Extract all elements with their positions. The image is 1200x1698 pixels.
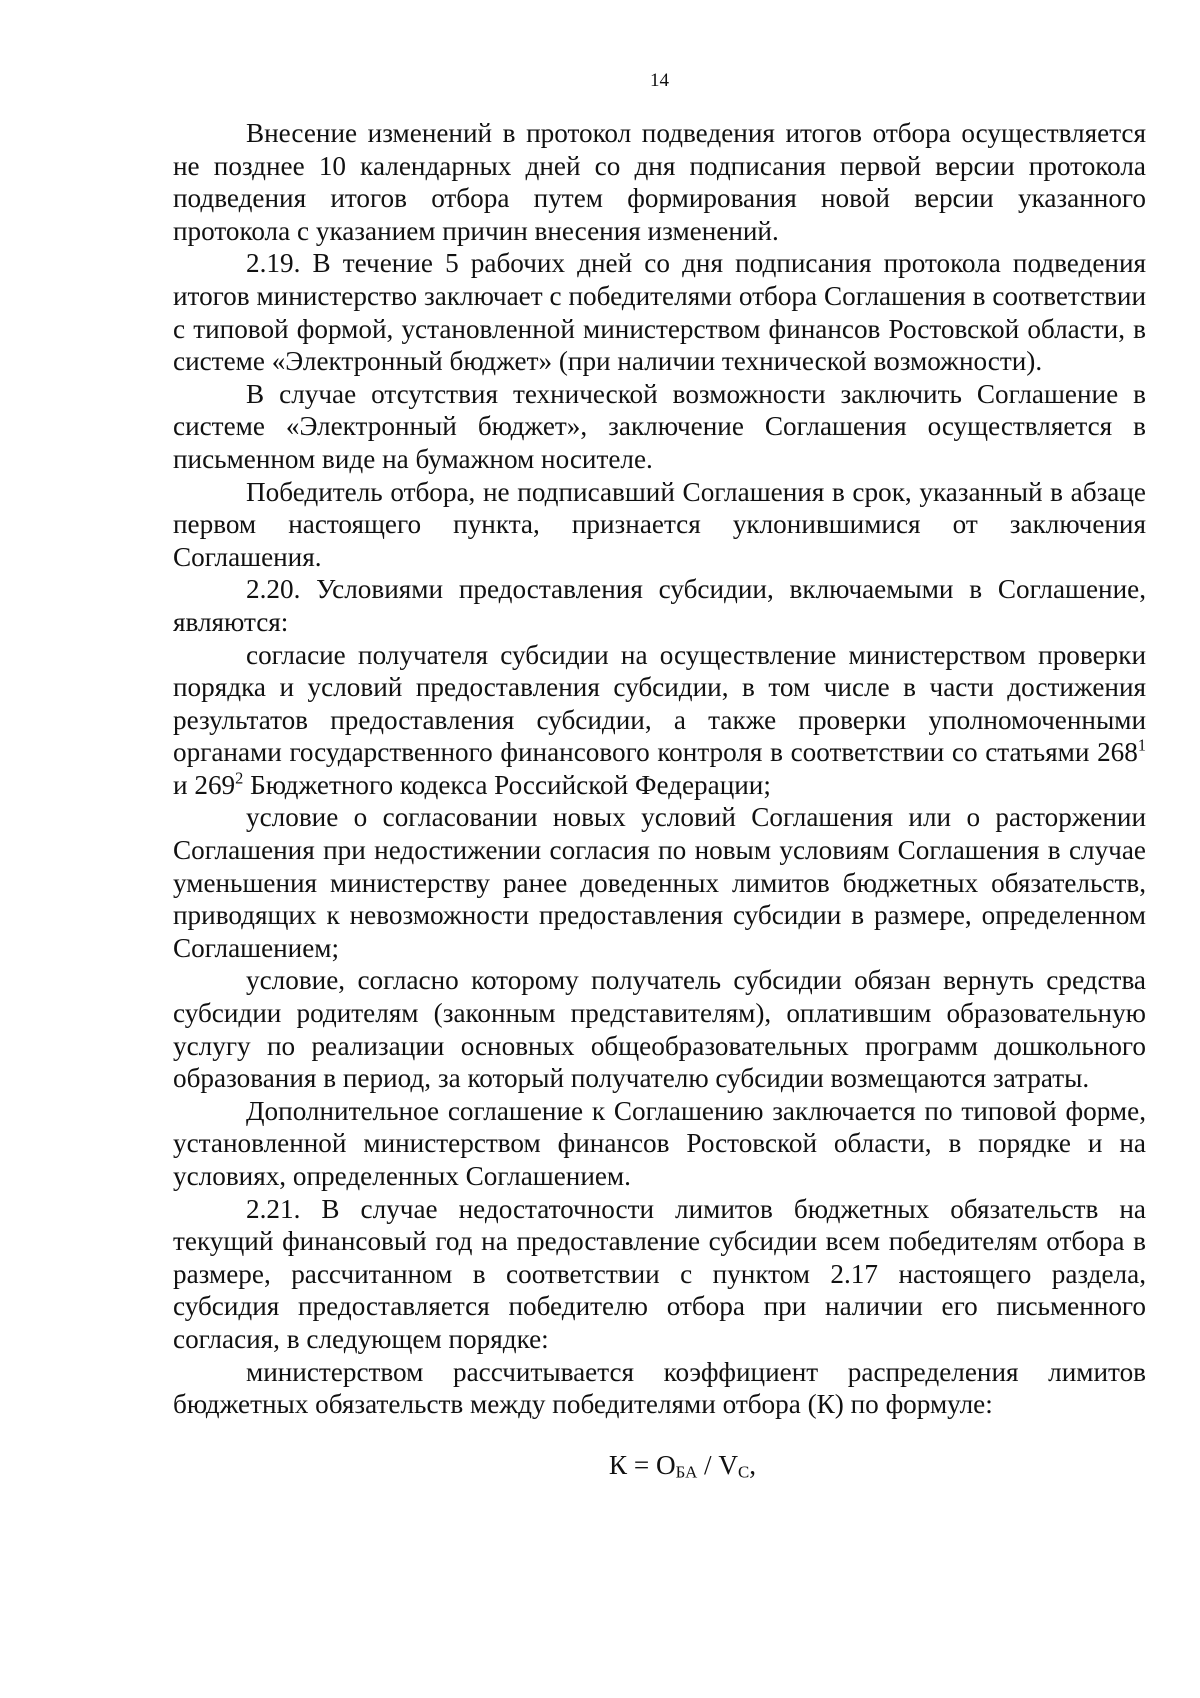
document-body — [173, 117, 1146, 1489]
paragraph: 2.19. В течение 5 рабочих дней со дня подписания протокола подведения итогов министерство заключает с победителями отбора Соглашения в соответствии с типовой формой, установленной министерством финансов Ростовской области, в системе «Электронный бюджет» (при наличии технической возможности). — [173, 248, 1146, 377]
paragraph: 2.21. В случае недостаточности лимитов бюджетных обязательств на текущий финансовый год на предоставление субсидии всем победителям отбора в размере, рассчитанном в соответствии с пунктом 2.17 настоящего раздела, субсидия предоставляется победителю отбора при наличии его письменного согласия, в следующем порядке: — [173, 1193, 1146, 1354]
paragraph-budget-code-articles — [173, 639, 1146, 802]
text-segment: согласие получателя субсидии на осуществление министерством проверки порядка и условий предоставления субсидии, в том числе в части достижения результатов предоставления субсидии, а также проверки уполномоченными органами государственного финансового контроля в соответствии со статьями — [173, 639, 1146, 768]
paragraph: В случае отсутствия технической возможности заключить Соглашение в системе «Электронный бюджет», заключение Соглашения осуществляется в письменном виде на бумажном носителе. — [173, 378, 1146, 474]
formula-middle: / V — [697, 1449, 739, 1480]
paragraph: условие о согласовании новых условий Соглашения или о расторжении Соглашения при недостижении согласия по новым условиям Соглашения в случае уменьшения министерству ранее доведенных лимитов бюджетных обязательств, приводящих к невозможности предоставления субсидии в размере, определенном Соглашением; — [173, 802, 1146, 963]
formula-subscript: БА — [675, 1462, 698, 1482]
text-segment: Бюджетного кодекса Российской Федерации; — [243, 769, 771, 800]
paragraph: 2.20. Условиями предоставления субсидии, включаемыми в Соглашение, являются: — [173, 574, 1146, 637]
formula-subscript: С — [738, 1462, 750, 1482]
paragraph: Внесение изменений в протокол подведения итогов отбора осуществляется не позднее 10 календарных дней со дня подписания первой версии протокола подведения итогов отбора путем формирования новой версии указанного протокола с указанием причин внесения изменений. — [173, 118, 1146, 246]
paragraph: Дополнительное соглашение к Соглашению заключается по типовой форме, установленной министерством финансов Ростовской области, в порядке и на условиях, определенных Соглашением. — [173, 1095, 1146, 1191]
page-number: 14 — [650, 70, 669, 91]
text-segment: и — [173, 769, 195, 800]
article-superscript: 1 — [1137, 735, 1146, 755]
formula-lhs: К = О — [608, 1449, 676, 1480]
paragraph: условие, согласно которому получатель субсидии обязан вернуть средства субсидии родителям (законным представителям), оплатившим образовательную услугу по реализации основных общеобразовательных программ дошкольного образования в период, за который получателю субсидии возмещаются затраты. — [173, 965, 1146, 1094]
paragraph: министерством рассчитывается коэффициент распределения лимитов бюджетных обязательств между победителями отбора (К) по формуле: — [173, 1356, 1146, 1420]
formula — [173, 1449, 1146, 1489]
article-number: 268 — [1097, 737, 1138, 768]
formula-tail: , — [749, 1449, 757, 1480]
article-superscript: 2 — [235, 768, 244, 788]
article-number: 269 — [194, 769, 236, 800]
paragraph: Победитель отбора, не подписавший Соглашения в срок, указанный в абзаце первом настоящего пункта, признается уклонившимися от заключения Соглашения. — [173, 476, 1146, 572]
